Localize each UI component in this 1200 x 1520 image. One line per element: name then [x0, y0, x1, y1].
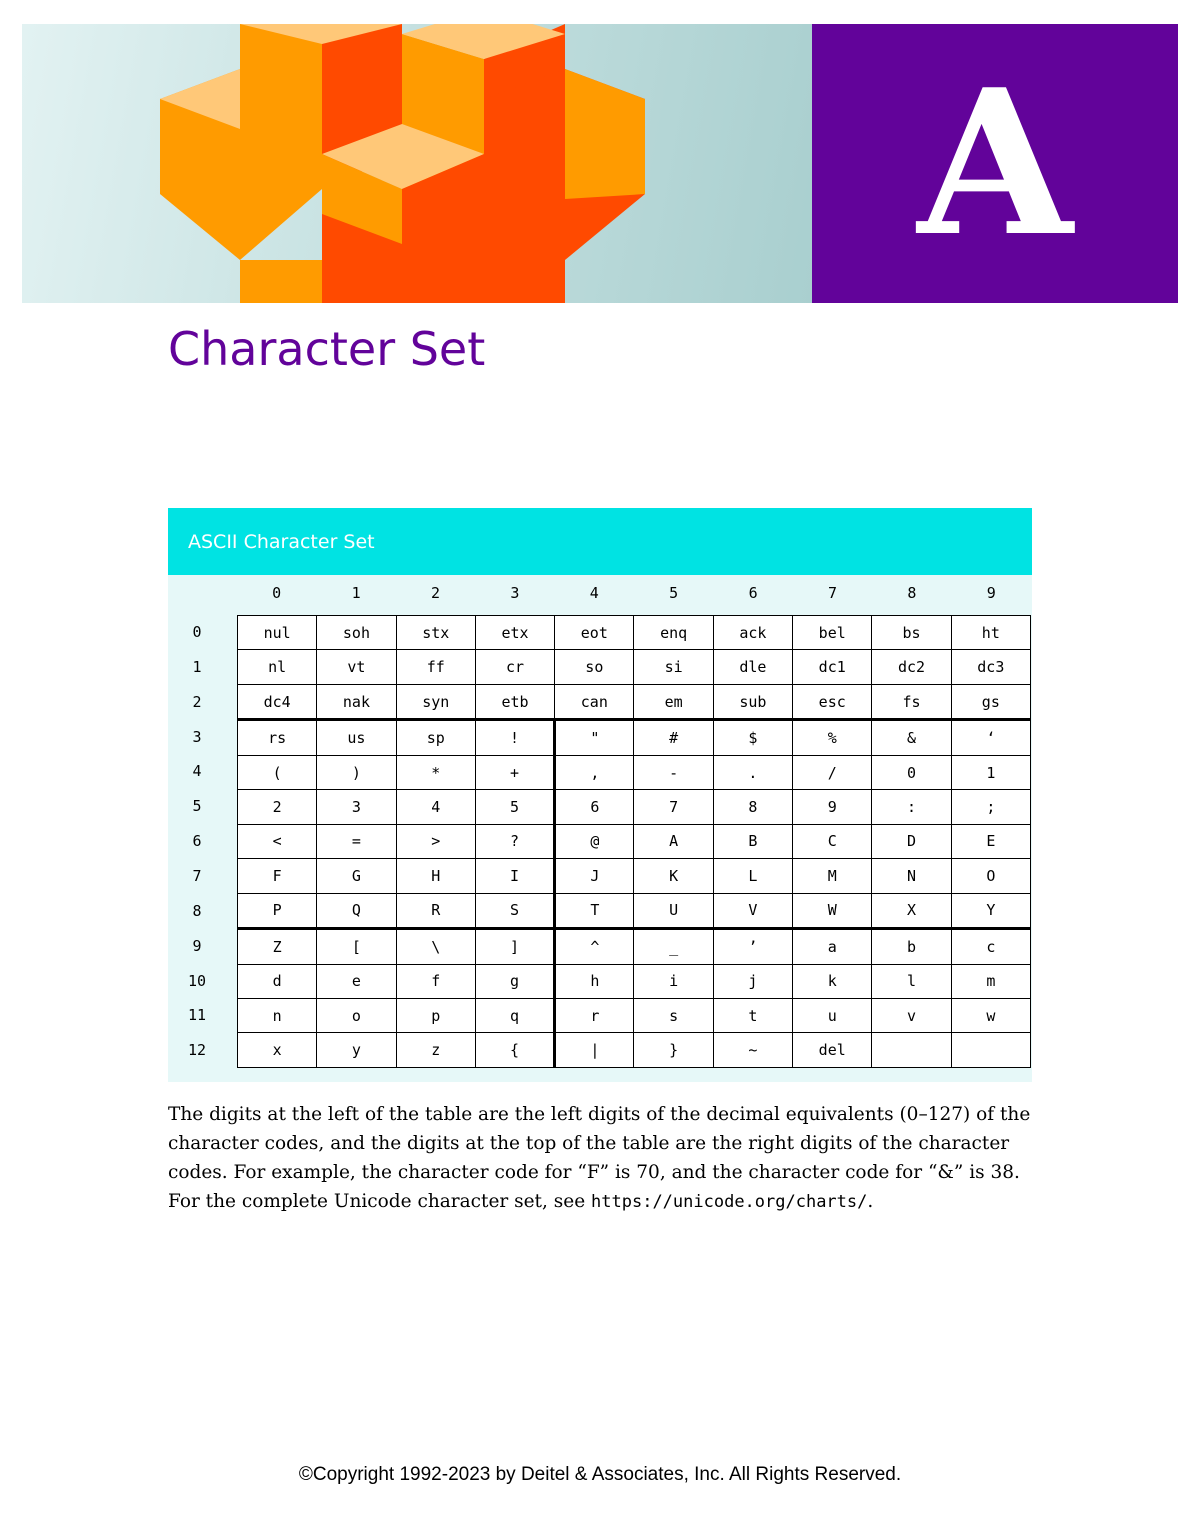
table-cell: ,	[555, 755, 634, 789]
column-header: 1	[351, 584, 361, 602]
table-cell: 7	[634, 790, 713, 824]
table-cell: nak	[317, 684, 396, 719]
table-cell: stx	[396, 616, 475, 650]
table-row	[238, 999, 1031, 1033]
table-cell: -	[634, 755, 713, 789]
table-cell: C	[793, 824, 872, 858]
table-cell: ’	[713, 929, 792, 964]
table-cell: dc3	[951, 650, 1030, 684]
table-cell: }	[634, 1033, 713, 1068]
chapter-letter: A	[917, 45, 1073, 281]
table-cell: k	[793, 964, 872, 998]
table-cell: nl	[238, 650, 317, 684]
table-cell: a	[793, 929, 872, 964]
table-cell: q	[475, 999, 554, 1033]
ascii-grid	[237, 615, 1031, 1068]
column-header: 3	[510, 584, 520, 602]
table-cell: >	[396, 824, 475, 858]
table-cell: t	[713, 999, 792, 1033]
table-cell: sub	[713, 684, 792, 719]
table-cell: @	[555, 824, 634, 858]
table-cell: 6	[555, 790, 634, 824]
table-cell: D	[872, 824, 951, 858]
table-cell	[872, 1033, 951, 1068]
table-cell: W	[793, 893, 872, 928]
table-cell: etb	[475, 684, 554, 719]
table-cell: <	[238, 824, 317, 858]
ascii-table-card	[168, 508, 1032, 1082]
table-cell: p	[396, 999, 475, 1033]
table-cell: $	[713, 720, 792, 755]
column-header: 7	[827, 584, 837, 602]
table-cell: e	[317, 964, 396, 998]
table-cell: 1	[951, 755, 1030, 789]
table-cell: &	[872, 720, 951, 755]
table-cell: dc1	[793, 650, 872, 684]
table-cell: G	[317, 859, 396, 893]
table-cell: sp	[396, 720, 475, 755]
table-cell: ht	[951, 616, 1030, 650]
table-cell: )	[317, 755, 396, 789]
caption-text: The digits at the left of the table are the left digits of the decimal equivalents (0–127) of the character codes, and the digits at the top of the table are the right digits of the character codes. For example, the character code for “F” is 70, and the character code for “&” is 38. For the complete Unicode character set, see	[168, 1104, 1031, 1212]
table-cell: %	[793, 720, 872, 755]
table-cell: ?	[475, 824, 554, 858]
table-row	[238, 964, 1031, 998]
table-row	[238, 755, 1031, 789]
table-cell: K	[634, 859, 713, 893]
table-cell: rs	[238, 720, 317, 755]
table-cell: ]	[475, 929, 554, 964]
table-cell: si	[634, 650, 713, 684]
table-cell: .	[713, 755, 792, 789]
row-header: 10	[187, 971, 207, 990]
row-header: 11	[187, 1006, 207, 1025]
table-cell: c	[951, 929, 1030, 964]
table-header: ASCII Character Set	[168, 508, 1032, 575]
table-cell: n	[238, 999, 317, 1033]
table-cell: (	[238, 755, 317, 789]
table-cell: T	[555, 893, 634, 928]
table-cell: i	[634, 964, 713, 998]
table-cell: N	[872, 859, 951, 893]
table-cell: h	[555, 964, 634, 998]
table-cell: R	[396, 893, 475, 928]
table-row	[238, 859, 1031, 893]
table-cell: =	[317, 824, 396, 858]
table-cell: I	[475, 859, 554, 893]
table-cell: u	[793, 999, 872, 1033]
column-header: 0	[272, 584, 282, 602]
table-cell: y	[317, 1033, 396, 1068]
table-cell: U	[634, 893, 713, 928]
isometric-plus-cubes-icon	[22, 24, 812, 303]
row-header: 9	[192, 936, 202, 955]
table-cell: nul	[238, 616, 317, 650]
table-row	[238, 893, 1031, 928]
table-row	[238, 720, 1031, 755]
table-cell: fs	[872, 684, 951, 719]
table-cell: V	[713, 893, 792, 928]
column-header: 5	[669, 584, 679, 602]
table-cell: 0	[872, 755, 951, 789]
page-title: Character Set	[168, 322, 486, 376]
table-cell: Q	[317, 893, 396, 928]
table-cell: {	[475, 1033, 554, 1068]
table-cell: m	[951, 964, 1030, 998]
chapter-band	[812, 24, 1178, 303]
table-cell: A	[634, 824, 713, 858]
table-cell: Y	[951, 893, 1030, 928]
table-cell: b	[872, 929, 951, 964]
table-cell: 9	[793, 790, 872, 824]
table-cell: o	[317, 999, 396, 1033]
table-cell: r	[555, 999, 634, 1033]
table-cell: B	[713, 824, 792, 858]
table-cell: 3	[317, 790, 396, 824]
table-cell: ack	[713, 616, 792, 650]
table-cell: 8	[713, 790, 792, 824]
table-cell: gs	[951, 684, 1030, 719]
table-row	[238, 684, 1031, 719]
column-header: 6	[748, 584, 758, 602]
table-cell: *	[396, 755, 475, 789]
table-cell: ‘	[951, 720, 1030, 755]
table-cell: !	[475, 720, 554, 755]
table-cell: x	[238, 1033, 317, 1068]
row-header: 4	[192, 762, 202, 781]
table-row	[238, 790, 1031, 824]
row-header: 8	[192, 901, 202, 920]
table-cell: Z	[238, 929, 317, 964]
table-cell	[951, 1033, 1030, 1068]
table-row	[238, 824, 1031, 858]
table-cell: #	[634, 720, 713, 755]
table-cell: w	[951, 999, 1030, 1033]
table-cell: \	[396, 929, 475, 964]
table-cell: etx	[475, 616, 554, 650]
table-cell: P	[238, 893, 317, 928]
banner-art	[22, 24, 812, 303]
table-row	[238, 616, 1031, 650]
table-cell: J	[555, 859, 634, 893]
row-header: 5	[192, 797, 202, 816]
table-cell: so	[555, 650, 634, 684]
table-cell: j	[713, 964, 792, 998]
row-header: 2	[192, 692, 202, 711]
table-cell: ff	[396, 650, 475, 684]
chapter-banner	[22, 24, 1178, 303]
column-header: 4	[589, 584, 599, 602]
table-cell: v	[872, 999, 951, 1033]
table-cell: 4	[396, 790, 475, 824]
table-cell: _	[634, 929, 713, 964]
table-cell: L	[713, 859, 792, 893]
table-cell: :	[872, 790, 951, 824]
table-cell: H	[396, 859, 475, 893]
table-row	[238, 650, 1031, 684]
table-cell: d	[238, 964, 317, 998]
table-cell: dc4	[238, 684, 317, 719]
table-cell: l	[872, 964, 951, 998]
caption-end: .	[867, 1191, 874, 1212]
table-cell: /	[793, 755, 872, 789]
column-header: 9	[986, 584, 996, 602]
table-cell: ;	[951, 790, 1030, 824]
table-cell: bs	[872, 616, 951, 650]
table-cell: eot	[555, 616, 634, 650]
table-cell: f	[396, 964, 475, 998]
table-cell: dc2	[872, 650, 951, 684]
row-header: 1	[192, 657, 202, 676]
row-header: 6	[192, 832, 202, 851]
table-cell: us	[317, 720, 396, 755]
table-cell: "	[555, 720, 634, 755]
table-cell: X	[872, 893, 951, 928]
table-cell: vt	[317, 650, 396, 684]
row-header: 0	[192, 623, 202, 641]
table-row	[238, 929, 1031, 964]
table-cell: dle	[713, 650, 792, 684]
table-cell: z	[396, 1033, 475, 1068]
row-header: 12	[187, 1041, 207, 1060]
table-cell: 2	[238, 790, 317, 824]
table-cell: del	[793, 1033, 872, 1068]
table-cell: ~	[713, 1033, 792, 1068]
table-cell: 5	[475, 790, 554, 824]
copyright-footer: ©Copyright 1992-2023 by Deitel & Associates, Inc. All Rights Reserved.	[298, 1464, 902, 1485]
table-cell: syn	[396, 684, 475, 719]
table-cell: O	[951, 859, 1030, 893]
table-cell: g	[475, 964, 554, 998]
table-cell: +	[475, 755, 554, 789]
table-cell: soh	[317, 616, 396, 650]
table-cell: |	[555, 1033, 634, 1068]
row-header: 3	[192, 727, 202, 746]
table-cell: E	[951, 824, 1030, 858]
table-cell: em	[634, 684, 713, 719]
unicode-link[interactable]: https://unicode.org/charts/	[591, 1192, 868, 1212]
table-row	[238, 1033, 1031, 1068]
column-header: 2	[430, 584, 440, 602]
caption	[168, 1100, 1034, 1217]
table-cell: enq	[634, 616, 713, 650]
table-cell: [	[317, 929, 396, 964]
table-cell: cr	[475, 650, 554, 684]
table-cell: can	[555, 684, 634, 719]
table-cell: esc	[793, 684, 872, 719]
table-cell: s	[634, 999, 713, 1033]
table-cell: ^	[555, 929, 634, 964]
table-cell: S	[475, 893, 554, 928]
column-header: 8	[907, 584, 917, 602]
row-header: 7	[192, 866, 202, 885]
table-cell: F	[238, 859, 317, 893]
table-cell: bel	[793, 616, 872, 650]
table-cell: M	[793, 859, 872, 893]
